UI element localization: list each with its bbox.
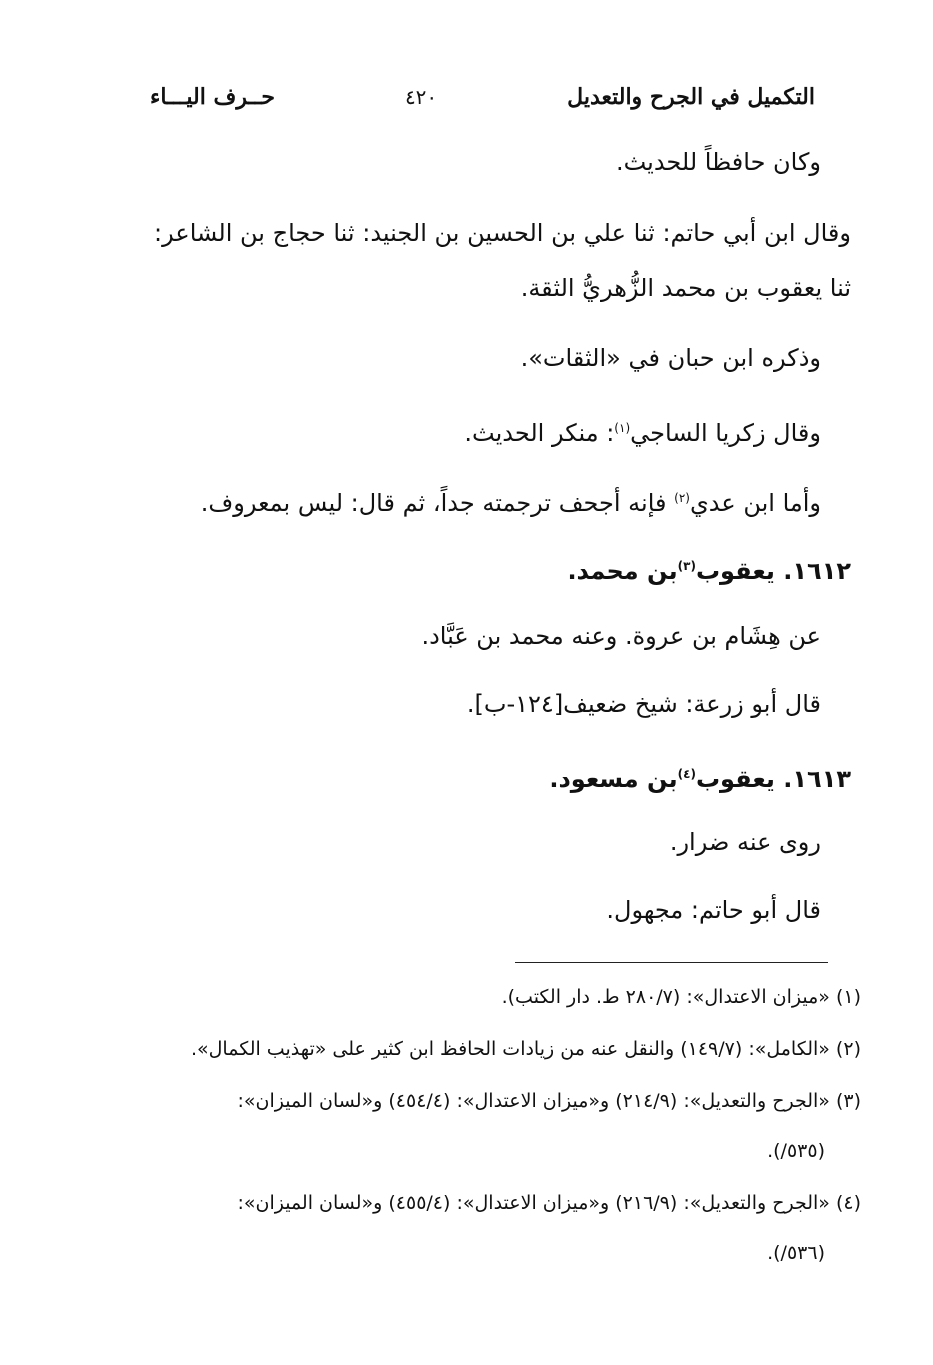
footnote: (٢) «الكامل»: (١٤٩/٧) والنقل عنه من زيادات الحافظ ابن كثير على «تهذيب الكمال». — [190, 1038, 861, 1060]
body-line: قال أبو حاتم: مجهول. — [606, 896, 821, 924]
footnote: (٤) «الجرح والتعديل»: (٢١٦/٩) و«ميزان الاعتدال»: (٤٥٥/٤) و«لسان الميزان»: — [237, 1192, 861, 1214]
body-line: قال أبو زرعة: شيخ ضعيف[١٢٤-ب]. — [466, 690, 821, 718]
footnote-ref: (١) — [614, 421, 631, 435]
footnote: (٥٣٥/). — [767, 1140, 825, 1162]
footnote-ref: (٤) — [677, 767, 696, 781]
text-run: فإنه أجحف ترجمته جداً، ثم قال: ليس بمعروف. — [200, 489, 675, 517]
body-line: روى عنه ضرار. — [669, 828, 821, 856]
body-line: ثنا يعقوب بن محمد الزُّهريُّ الثقة. — [520, 274, 851, 302]
text-run: ١٦١٢. يعقوب — [695, 557, 851, 585]
body-line: وكان حافظاً للحديث. — [615, 148, 821, 176]
section-title: حــرف اليـــاء — [150, 84, 275, 110]
body-line: وذكره ابن حبان في «الثقات». — [520, 344, 821, 372]
footnote: (١) «ميزان الاعتدال»: (٢٨٠/٧ ط. دار الكتب). — [501, 986, 861, 1008]
body-line — [201, 478, 821, 523]
text-run: ١٦١٣. يعقوب — [695, 765, 851, 793]
footnote-ref: (٣) — [677, 559, 696, 573]
footnote: (٥٣٦/). — [767, 1242, 825, 1264]
footnote-ref: (٢) — [674, 491, 690, 505]
text-run: وأما ابن عدي — [689, 489, 821, 517]
book-title: التكميل في الجرح والتعديل — [567, 84, 815, 110]
body-line: وقال ابن أبي حاتم: ثنا علي بن الحسين بن الجنيد: ثنا حجاج بن الشاعر: — [154, 219, 851, 247]
footnote: (٣) «الجرح والتعديل»: (٢١٤/٩) و«ميزان الاعتدال»: (٤٥٤/٤) و«لسان الميزان»: — [237, 1090, 861, 1112]
entry-heading — [549, 754, 851, 799]
text-run: وقال زكريا الساجي — [630, 419, 821, 447]
text-run: بن محمد. — [567, 557, 678, 585]
body-line: عن هِشَام بن عروة. وعنه محمد بن عَبَّاد. — [421, 622, 821, 650]
page-number: ٤٢٠ — [404, 85, 438, 109]
text-run: بن مسعود. — [549, 765, 678, 793]
footnote-divider — [515, 962, 828, 963]
body-line — [464, 408, 821, 453]
text-run: : منكر الحديث. — [464, 419, 615, 447]
running-header — [150, 72, 815, 122]
entry-heading — [567, 546, 851, 591]
